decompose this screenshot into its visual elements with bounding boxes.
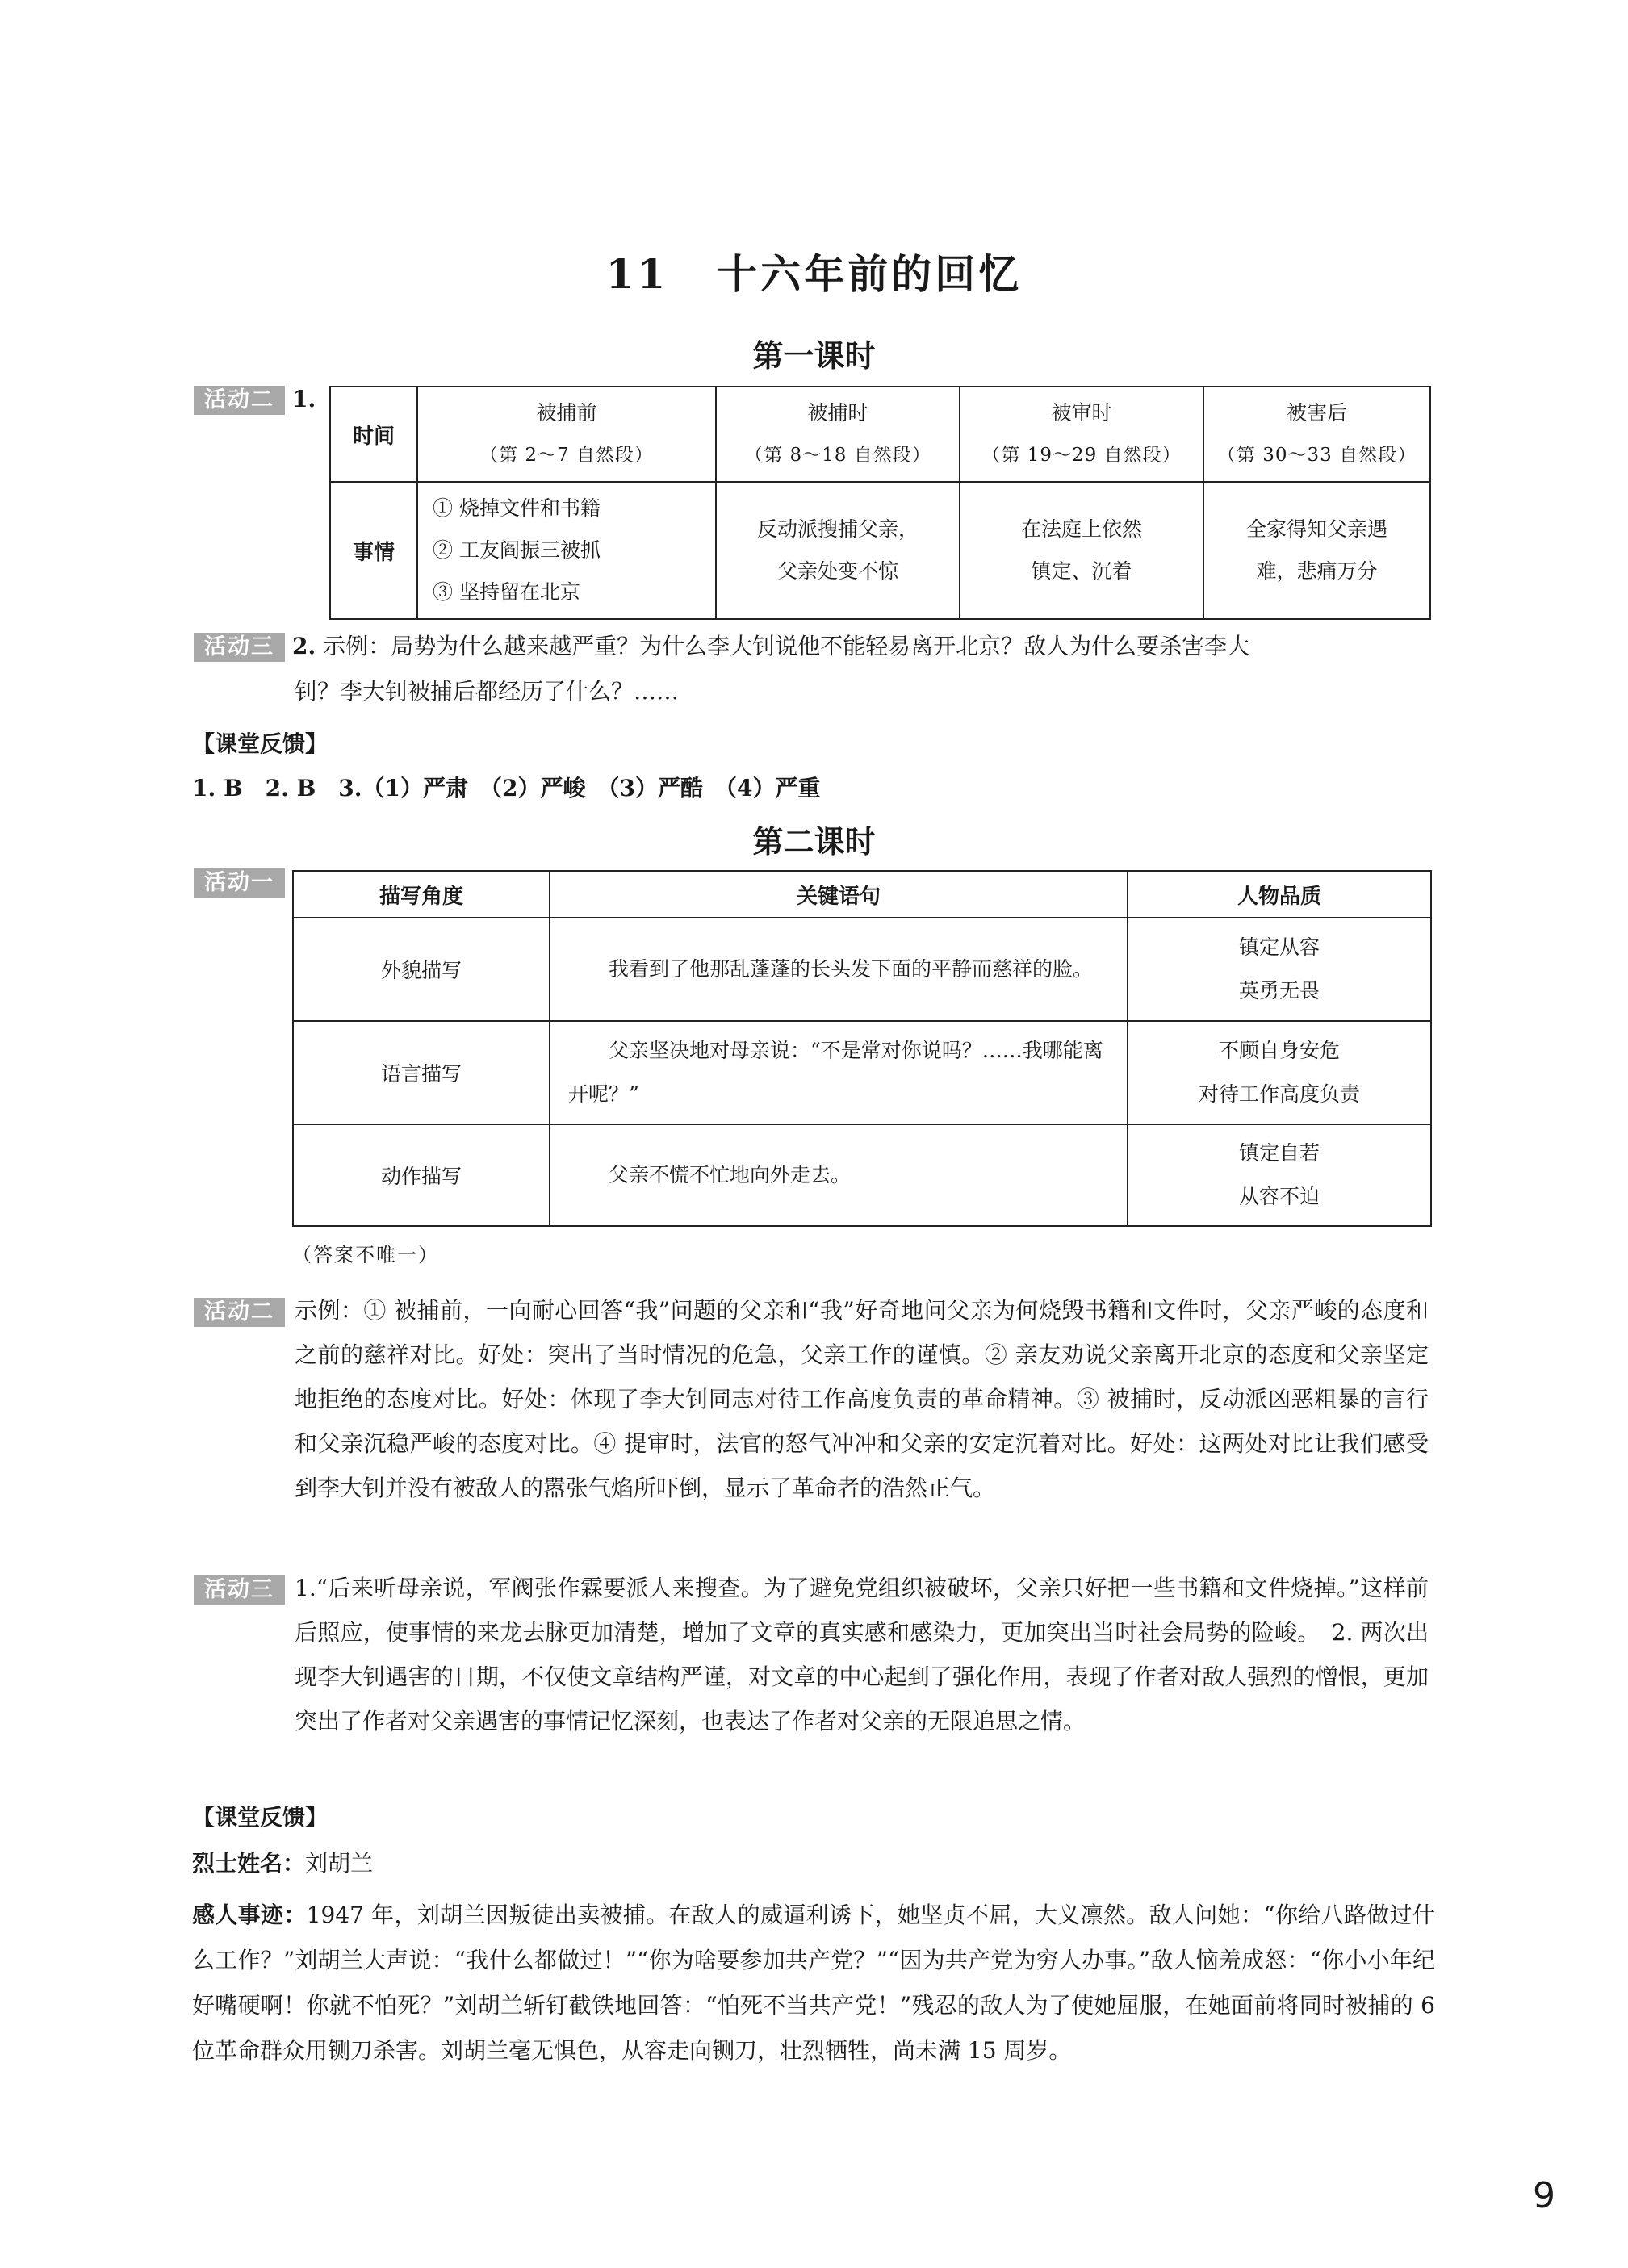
sentence-cell: 父亲不慌不忙地向外走去。 <box>550 1124 1128 1226</box>
angle-cell: 外貌描写 <box>293 918 550 1021</box>
section1-activity3-text: 2. 示例：局势为什么越来越严重？为什么李大钊说他不能轻易离开北京？敌人为什么要杀害李大 <box>292 633 1250 659</box>
event-cell: 反动派搜捕父亲， 父亲处变不惊 <box>716 482 960 619</box>
section1-feedback-heading: 【课堂反馈】 <box>192 730 329 757</box>
col-header: 描写角度 <box>293 871 550 918</box>
sentence-cell: 我看到了他那乱蓬蓬的长头发下面的平静而慈祥的脸。 <box>550 918 1128 1021</box>
section2-activity3-text: 1.“后来听母亲说，军阀张作霖要派人来搜查。为了避免党组织被破坏，父亲只好把一些书籍和文件烧掉。”这样前后照应，使事情的来龙去脉更加清楚，增加了文章的真实感和感染力，更加突出当时社会局势的险峻。 2. 两次出现李大钊遇害的日期，不仅使文章结构严谨，对文章的中心起到了强化作用，表现了作者对敌人强烈的憎恨，更加突出了作者对父亲遇害的事情记忆深刻，也表达了作者对父亲的无限追思之情。 <box>295 1575 1429 1734</box>
quality-cell: 不顾自身安危 对待工作高度负责 <box>1128 1021 1431 1124</box>
stage-cell: 被审时 （第 19～29 自然段） <box>960 387 1203 482</box>
col-header: 关键语句 <box>550 871 1128 918</box>
event-cell: 在法庭上依然 镇定、沉着 <box>960 482 1203 619</box>
description-table <box>292 870 1432 1227</box>
section1-activity2-item: 1. <box>292 386 316 412</box>
section1-heading: 第一课时 <box>752 338 876 374</box>
event-cell: 全家得知父亲遇 难，悲痛万分 <box>1203 482 1430 619</box>
section2-heading: 第二课时 <box>752 824 876 860</box>
section1-activity3-tag: 活动三 <box>194 633 285 662</box>
martyr-deeds: 感人事迹：1947 年，刘胡兰因叛徒出卖被捕。在敌人的威逼利诱下，她坚贞不屈，大义凛然。敌人问她：“你给八路做过什么工作？”刘胡兰大声说：“我什么都做过！”“你为啥要参加共产党？”“因为共产党为穷人办事。”敌人恼羞成怒：“你小小年纪好嘴硬啊！你就不怕死？”刘胡兰斩钉截铁地回答：“怕死不当共产党！”残忍的敌人为了使她屈服，在她面前将同时被捕的 6 位革命群众用铡刀杀害。刘胡兰毫无惧色，从容走向铡刀，壮烈牺牲，尚未满 15 周岁。 <box>192 1902 1435 2064</box>
quality-cell: 镇定从容 英勇无畏 <box>1128 918 1431 1021</box>
page-number: 9 <box>1533 2175 1555 2216</box>
section2-feedback-heading: 【课堂反馈】 <box>192 1804 329 1831</box>
section2-activity2-text: 示例：① 被捕前，一向耐心回答“我”问题的父亲和“我”好奇地问父亲为何烧毁书籍和文件时，父亲严峻的态度和之前的慈祥对比。好处：突出了当时情况的危急，父亲工作的谨慎。② 亲友劝说父亲离开北京的态度和父亲坚定地拒绝的态度对比。好处：体现了李大钊同志对待工作高度负责的革命精神。③ 被捕时，反动派凶恶粗暴的言行和父亲沉稳严峻的态度对比。④ 提审时，法官的怒气冲冲和父亲的安定沉着对比。好处：这两处对比让我们感受到李大钊并没有被敌人的嚣张气焰所吓倒，显示了革命者的浩然正气。 <box>295 1297 1429 1501</box>
section1-activity3-text-cont: 钊？李大钊被捕后都经历了什么？…… <box>295 678 680 705</box>
stage-cell: 被捕前 （第 2～7 自然段） <box>417 387 716 482</box>
section2-activity3-tag: 活动三 <box>194 1575 285 1605</box>
time-header: 时间 <box>330 387 417 482</box>
section1-feedback-answers: 1. B 2. B 3.（1）严肃 （2）严峻 （3）严酷 （4）严重 <box>192 775 821 801</box>
event-header: 事情 <box>330 482 417 619</box>
angle-cell: 动作描写 <box>293 1124 550 1226</box>
event-cell: ① 烧掉文件和书籍 ② 工友阎振三被抓 ③ 坚持留在北京 <box>417 482 716 619</box>
stage-cell: 被捕时 （第 8～18 自然段） <box>716 387 960 482</box>
martyr-name-line: 烈士姓名：刘胡兰 <box>192 1850 374 1877</box>
lesson-number: 11 <box>605 250 669 298</box>
timeline-table <box>329 386 1431 620</box>
lesson-name: 十六年前的回忆 <box>717 251 1023 298</box>
section2-activity1-tag: 活动一 <box>194 868 285 898</box>
section1-activity2-tag: 活动二 <box>194 386 285 415</box>
stage-cell: 被害后 （第 30～33 自然段） <box>1203 387 1430 482</box>
angle-cell: 语言描写 <box>293 1021 550 1124</box>
quality-cell: 镇定自若 从容不迫 <box>1128 1124 1431 1226</box>
col-header: 人物品质 <box>1128 871 1431 918</box>
sentence-cell: 父亲坚决地对母亲说：“不是常对你说吗？……我哪能离开呢？” <box>550 1021 1128 1124</box>
lesson-title <box>0 242 1628 300</box>
table-note: （答案不唯一） <box>292 1244 439 1266</box>
section2-activity2-tag: 活动二 <box>194 1298 285 1327</box>
